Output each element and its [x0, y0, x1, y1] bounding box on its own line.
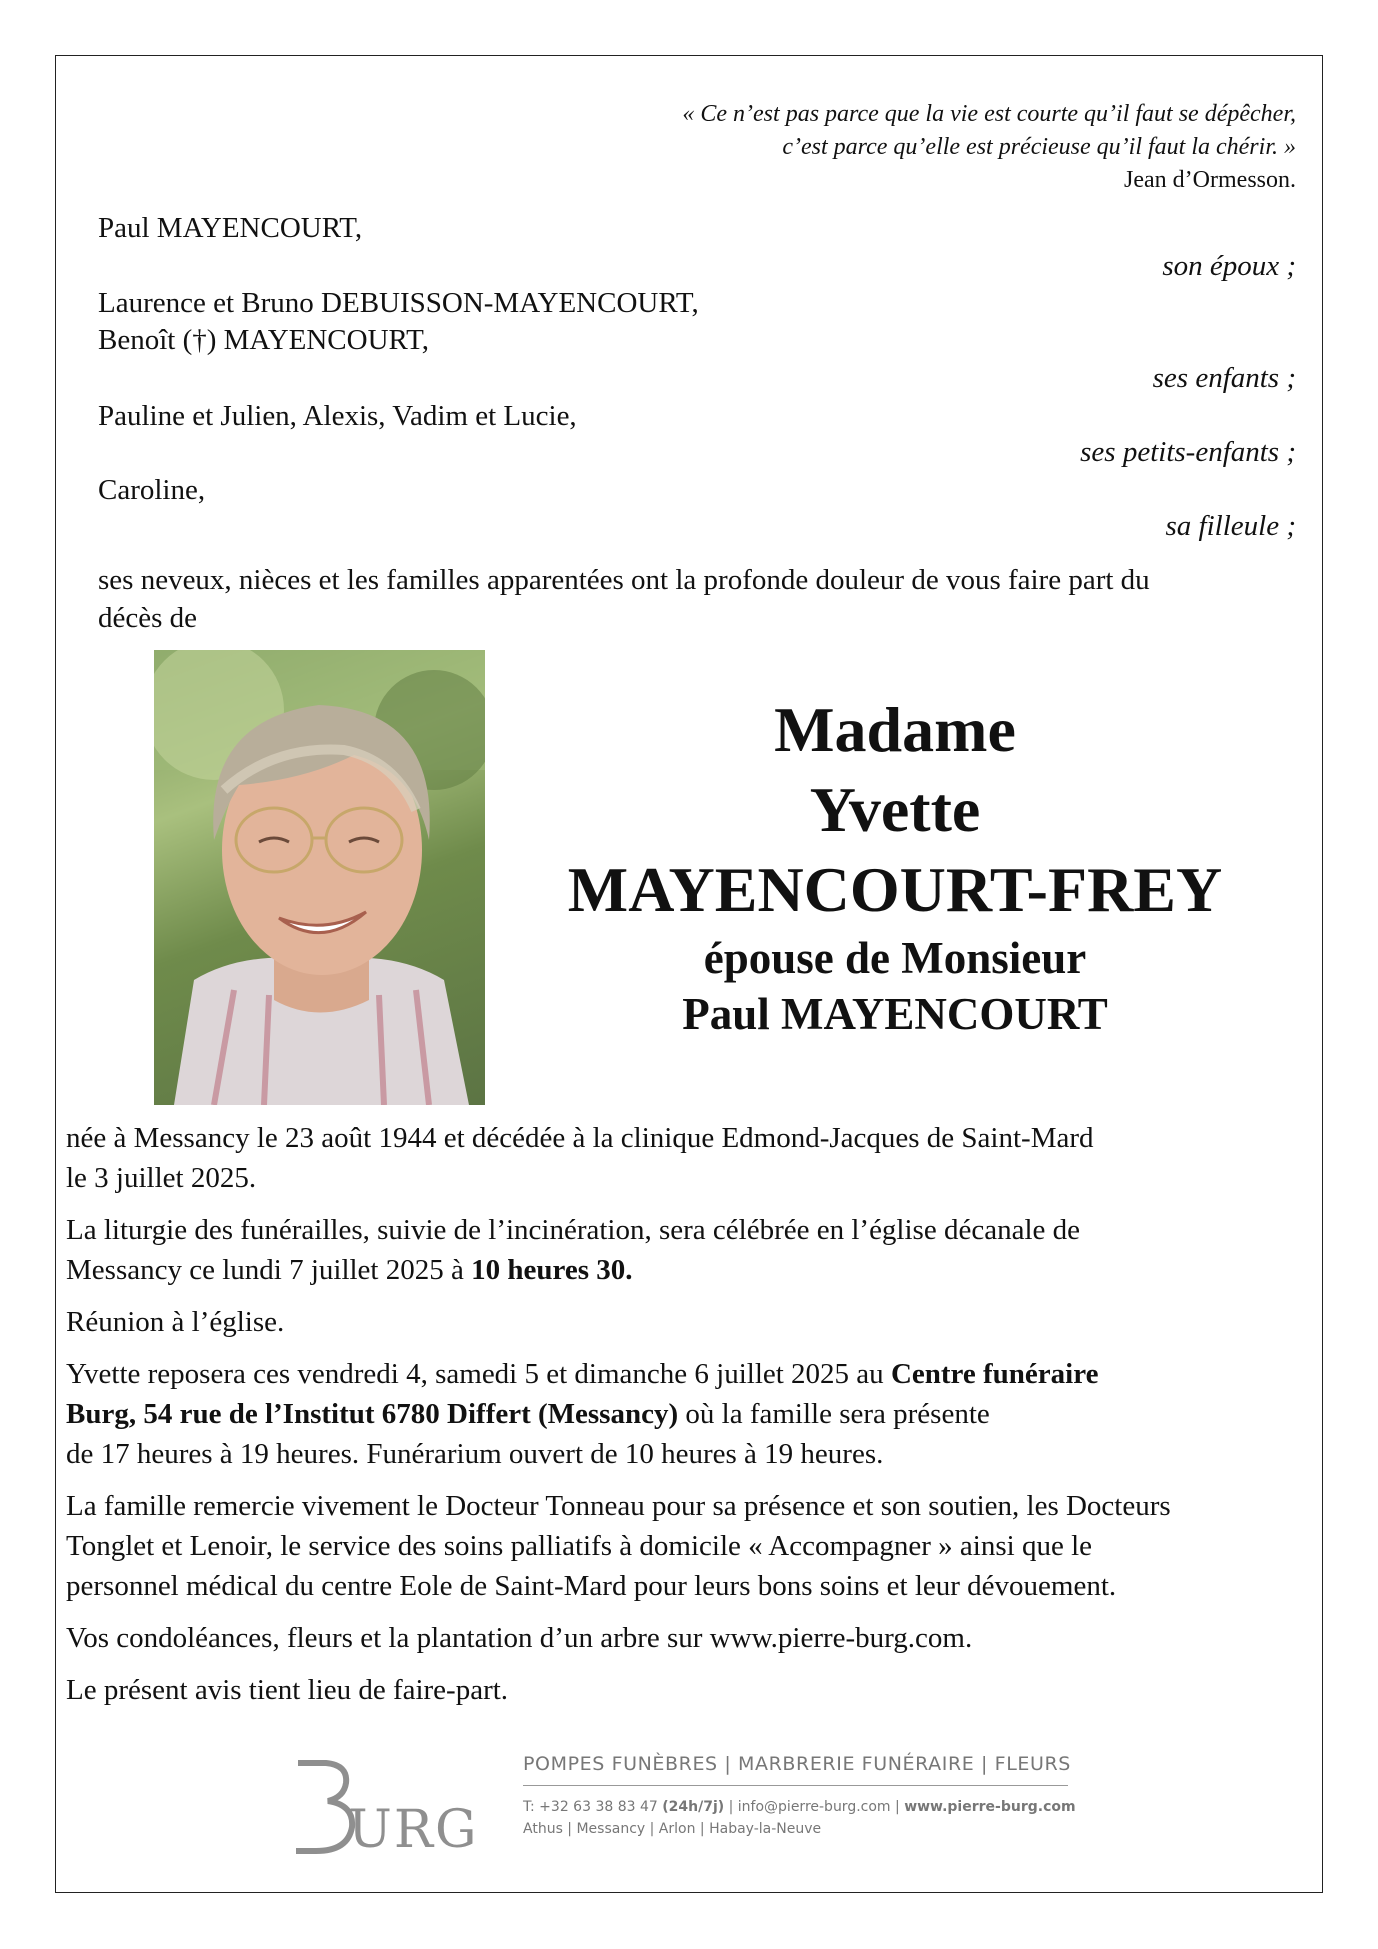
deceased-title: Madame [774, 694, 1016, 765]
reunion-paragraph: Réunion à l’église. [66, 1306, 285, 1338]
birth-line-2: le 3 juillet 2025. [66, 1162, 257, 1194]
burg-logo [288, 1755, 478, 1855]
footer-divider [523, 1785, 1068, 1786]
birth-line-1: née à Messancy le 23 août 1944 et décédée à la clinique Edmond-Jacques de Saint-Mard [66, 1122, 1094, 1154]
quote-block [682, 98, 1296, 197]
rest-paragraph [66, 1354, 1316, 1474]
spouse-line-2: Paul MAYENCOURT [682, 989, 1108, 1039]
footer-phone-hours: (24h/7j) [662, 1799, 725, 1815]
thanks-line-2: Tonglet et Lenoir, le service des soins palliatifs à domicile « Accompagner » ainsi que le [66, 1530, 1093, 1562]
footer-phone: T: +32 63 38 83 47 [523, 1799, 658, 1815]
thanks-line-3: personnel médical du centre Eole de Saint-Mard pour leurs bons soins et leur dévouement. [66, 1570, 1117, 1602]
family-name-spouse: Paul MAYENCOURT, [98, 212, 363, 244]
announcement-line-1: ses neveux, nièces et les familles apparentées ont la profonde douleur de vous faire part du [98, 564, 1150, 596]
rest-line-1-text: Yvette reposera ces vendredi 4, samedi 5 et dimanche 6 juillet 2025 au [66, 1358, 891, 1390]
liturgy-line-2 [66, 1250, 1316, 1290]
footer-services: POMPES FUNÈBRES | MARBRERIE FUNÉRAIRE | FLEURS [523, 1753, 1071, 1775]
footer-email: info@pierre-burg.com [737, 1799, 891, 1815]
birth-paragraph [66, 1118, 1316, 1198]
family-role-children: ses enfants ; [1152, 362, 1296, 394]
footer-towns: Athus | Messancy | Arlon | Habay-la-Neuve [523, 1821, 822, 1837]
footer-info [523, 1753, 1076, 1840]
footer-contact [523, 1796, 1076, 1818]
rest-line-1 [66, 1354, 1316, 1394]
footer-website: www.pierre-burg.com [904, 1799, 1076, 1815]
liturgy-paragraph [66, 1210, 1316, 1290]
family-role-spouse: son époux ; [1162, 250, 1296, 282]
announcement-line-2: décès de [98, 602, 198, 634]
rest-line-2-text: où la famille sera présente [678, 1398, 990, 1430]
condolences-paragraph: Vos condoléances, fleurs et la plantation d’un arbre sur www.pierre-burg.com. [66, 1622, 973, 1654]
quote-line-2: c’est parce qu’elle est précieuse qu’il faut la chérir. » [782, 134, 1296, 160]
liturgy-time: 10 heures 30. [471, 1254, 633, 1286]
rest-location-1: Centre funéraire [890, 1358, 1099, 1390]
deceased-first-name: Yvette [809, 774, 981, 845]
family-role-grandchildren: ses petits-enfants ; [1080, 436, 1296, 468]
liturgy-line-2-text: Messancy ce lundi 7 juillet 2025 à [66, 1254, 472, 1286]
rest-line-2 [66, 1394, 1316, 1434]
liturgy-line-1: La liturgie des funérailles, suivie de l’incinération, sera célébrée en l’église décanale de [66, 1214, 1080, 1246]
rest-line-3: de 17 heures à 19 heures. Funérarium ouvert de 10 heures à 19 heures. [66, 1438, 884, 1470]
thanks-paragraph [66, 1486, 1316, 1606]
family-name-grandchildren: Pauline et Julien, Alexis, Vadim et Lucie, [98, 400, 577, 432]
rest-location-2: Burg, 54 rue de l’Institut 6780 Differt (Messancy) [66, 1398, 679, 1430]
footer-separator: | [728, 1799, 738, 1815]
family-name-goddaughter: Caroline, [98, 474, 206, 506]
svg-text:URG: URG [348, 1800, 478, 1855]
family-name-child-2: Benoît (†) MAYENCOURT, [98, 324, 429, 356]
notice-paragraph: Le présent avis tient lieu de faire-part. [66, 1674, 509, 1706]
deceased-name-block [500, 690, 1290, 1042]
portrait-photo [154, 650, 485, 1105]
footer-separator: | [895, 1799, 905, 1815]
family-name-child-1: Laurence et Bruno DEBUISSON-MAYENCOURT, [98, 287, 699, 319]
quote-author: Jean d’Ormesson. [1124, 167, 1296, 193]
deceased-last-name: MAYENCOURT-FREY [567, 854, 1223, 925]
family-role-goddaughter: sa filleule ; [1165, 510, 1296, 542]
spouse-line-1: épouse de Monsieur [703, 933, 1087, 983]
quote-line-1: « Ce n’est pas parce que la vie est courte qu’il faut se dépêcher, [682, 101, 1296, 127]
thanks-line-1: La famille remercie vivement le Docteur Tonneau pour sa présence et son soutien, les Docteurs [66, 1490, 1171, 1522]
